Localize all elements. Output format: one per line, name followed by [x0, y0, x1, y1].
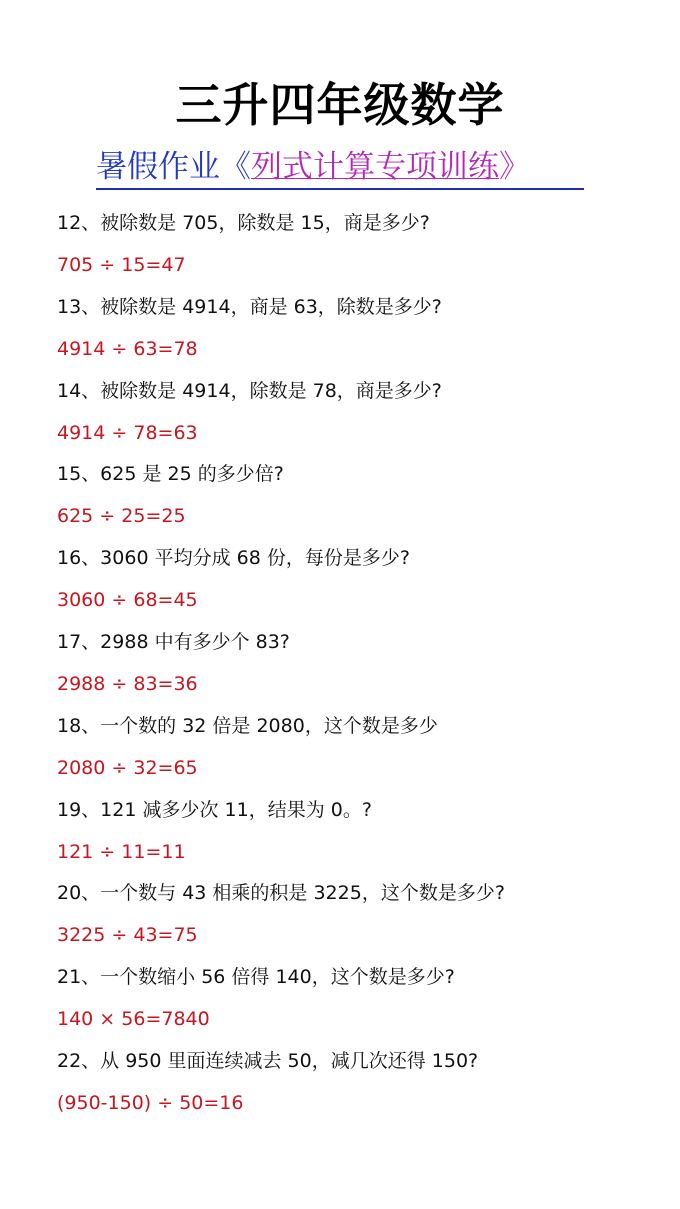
problem-item	[57, 793, 657, 877]
problem-item	[57, 457, 657, 541]
problem-question: 15、625 是 25 的多少倍?	[57, 463, 284, 486]
problem-answer: 2988 ÷ 83=36	[57, 672, 198, 695]
problem-question: 18、一个数的 32 倍是 2080，这个数是多少	[57, 714, 438, 737]
subtitle-prefix: 暑假作业《	[96, 149, 251, 185]
problem-question: 17、2988 中有多少个 83?	[57, 630, 290, 653]
problem-item	[57, 709, 657, 793]
page-subtitle	[96, 146, 584, 190]
problem-question: 19、121 减多少次 11，结果为 0。?	[57, 798, 372, 821]
problem-item	[57, 290, 657, 374]
problem-item	[57, 206, 657, 290]
problem-item	[57, 876, 657, 960]
problem-answer: 4914 ÷ 78=63	[57, 421, 198, 444]
problem-question: 21、一个数缩小 56 倍得 140，这个数是多少?	[57, 966, 455, 989]
problem-question: 20、一个数与 43 相乘的积是 3225，这个数是多少?	[57, 882, 505, 905]
problem-answer: 140 × 56=7840	[57, 1008, 210, 1031]
problem-answer: 2080 ÷ 32=65	[57, 756, 198, 779]
problem-answer: (950-150) ÷ 50=16	[57, 1091, 244, 1114]
problem-question: 12、被除数是 705，除数是 15，商是多少?	[57, 212, 430, 234]
problem-item	[57, 541, 657, 625]
problem-answer: 3225 ÷ 43=75	[57, 924, 198, 947]
problem-answer: 625 ÷ 25=25	[57, 505, 186, 528]
problem-answer: 121 ÷ 11=11	[57, 840, 186, 863]
problem-question: 22、从 950 里面连续减去 50，减几次还得 150?	[57, 1049, 479, 1072]
page-title: 三升四年级数学	[175, 78, 505, 132]
problem-list	[57, 206, 657, 1128]
problem-answer: 705 ÷ 15=47	[57, 254, 186, 276]
subtitle-topic: 列式计算专项训练	[251, 149, 499, 185]
problem-question: 14、被除数是 4914，除数是 78，商是多少?	[57, 379, 442, 402]
subtitle-suffix: 》	[499, 149, 530, 185]
problem-item	[57, 374, 657, 458]
problem-answer: 3060 ÷ 68=45	[57, 589, 198, 612]
problem-item	[57, 1044, 657, 1128]
problem-question: 16、3060 平均分成 68 份，每份是多少?	[57, 547, 410, 570]
problem-item	[57, 960, 657, 1044]
problem-item	[57, 625, 657, 709]
problem-answer: 4914 ÷ 63=78	[57, 337, 198, 360]
problem-question: 13、被除数是 4914，商是 63，除数是多少?	[57, 295, 442, 318]
